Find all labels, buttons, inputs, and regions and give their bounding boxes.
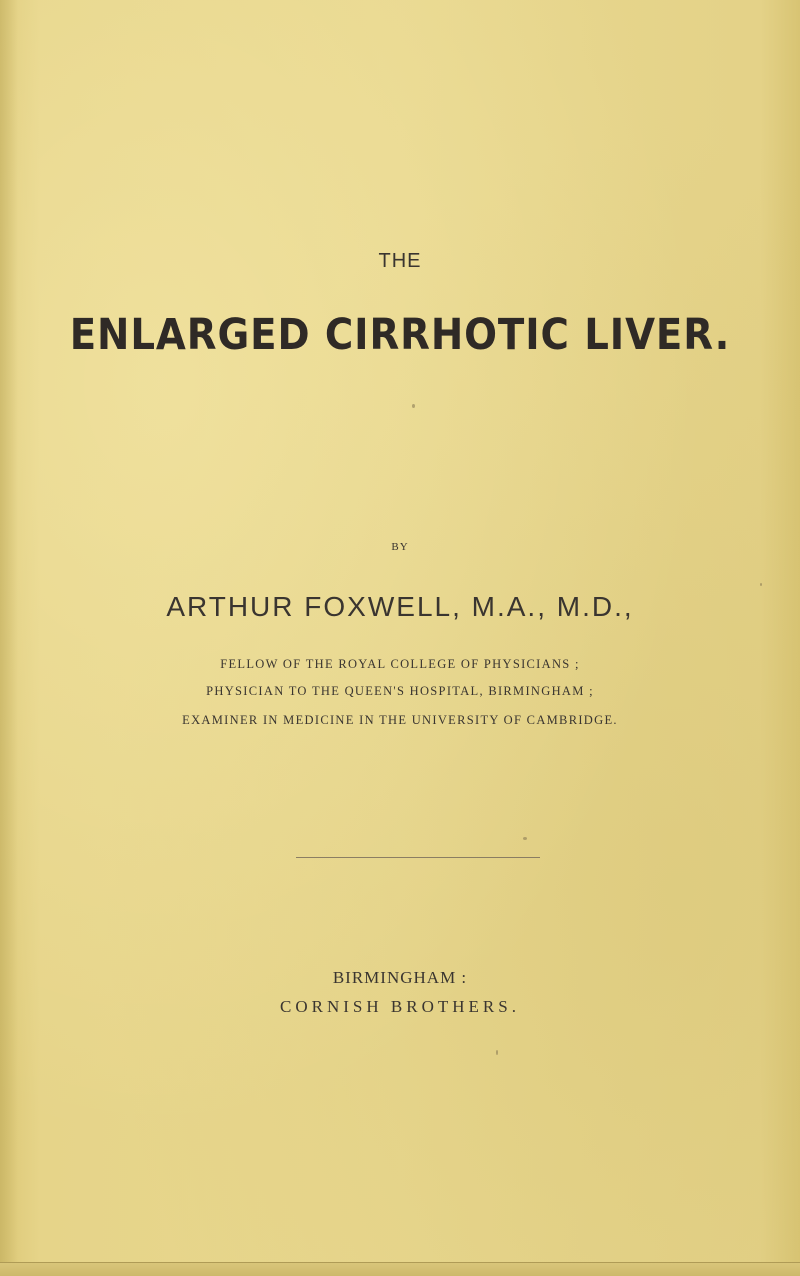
pre-title: THE — [378, 250, 422, 272]
author-credential-examiner: EXAMINER IN MEDICINE IN THE UNIVERSITY OF CAMBRIDGE. — [182, 713, 618, 727]
imprint-place: BIRMINGHAM : — [332, 968, 468, 987]
paper-speck — [412, 404, 415, 408]
page-edge-shadow — [0, 0, 18, 1275]
author-name: ARTHUR FOXWELL, M.A., M.D., — [166, 591, 634, 622]
author-credential-physician: PHYSICIAN TO THE QUEEN'S HOSPITAL, BIRMINGHAM ; — [206, 684, 594, 698]
by-line: BY — [391, 541, 409, 553]
paper-speck — [523, 837, 527, 840]
author-credential-fellow: FELLOW OF THE ROYAL COLLEGE OF PHYSICIANS ; — [220, 657, 580, 671]
divider-rule — [296, 857, 540, 858]
paper-speck — [496, 1050, 498, 1055]
page-bottom-edge — [0, 1262, 800, 1276]
paper-speck — [760, 583, 762, 586]
book-title: ENLARGED CIRRHOTIC LIVER. — [69, 310, 731, 360]
imprint-publisher: CORNISH BROTHERS. — [280, 997, 520, 1016]
